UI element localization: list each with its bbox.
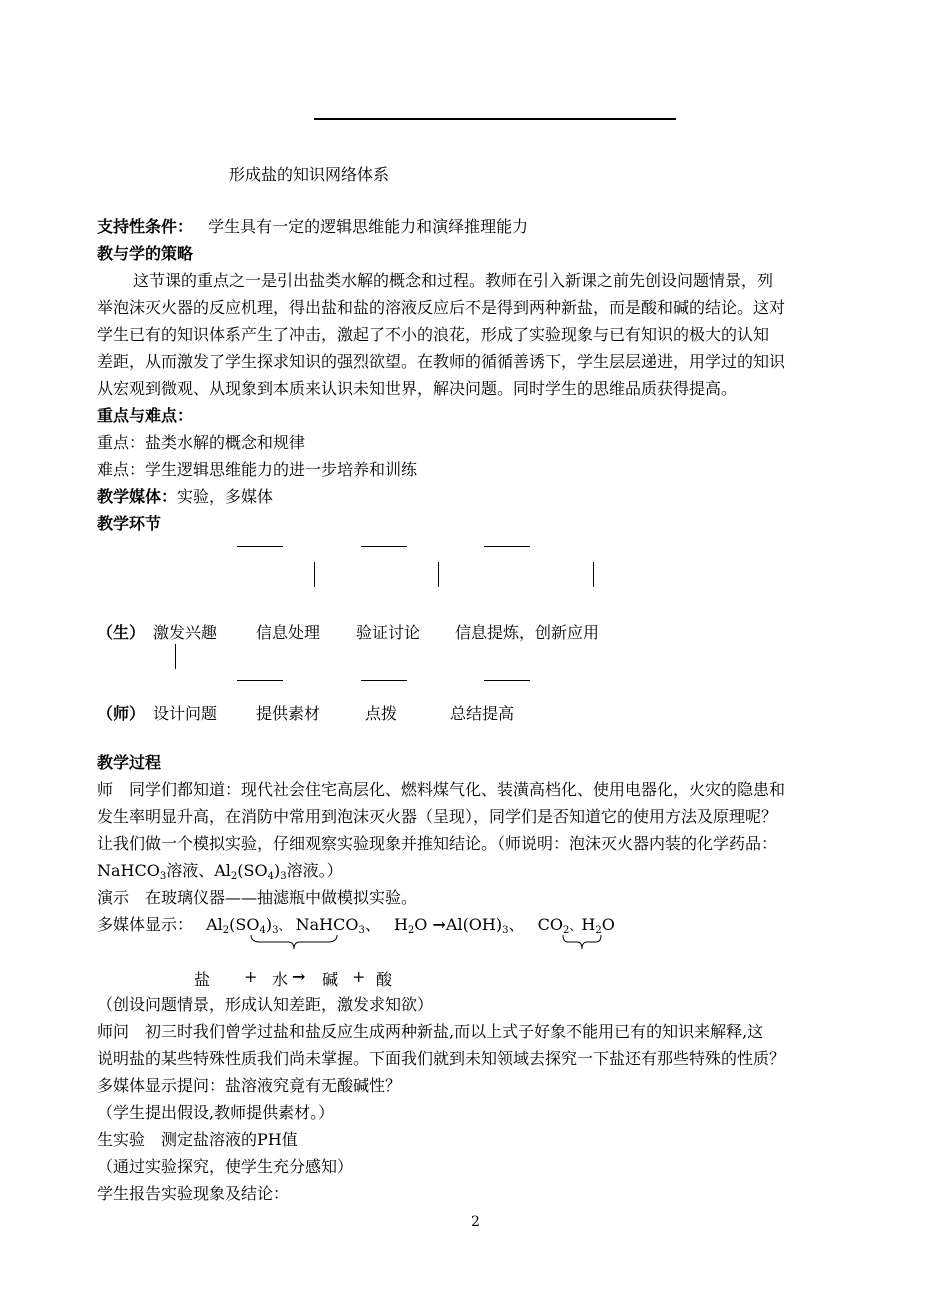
student-step-1: 激发兴趣 xyxy=(153,623,218,642)
arrow-icon: → xyxy=(432,915,446,934)
student-label: （生） xyxy=(97,623,146,642)
process-line-0: 师 同学们都知道：现代社会住宅高层化、燃料煤气化、装潢高档化、使用电器化，火灾的隐患和 xyxy=(97,780,786,799)
page-number: 2 xyxy=(471,1214,480,1230)
eq-text: Al xyxy=(206,915,223,934)
top-rule xyxy=(314,118,676,120)
support-label: 支持性条件： xyxy=(97,217,194,236)
multimedia-label: 多媒体显示： xyxy=(97,915,194,934)
after-line-2: 说明盐的某些特殊性质我们尚未掌握。下面我们就到未知领域去探究一下盐还有那些特殊的性质？ xyxy=(97,1049,786,1068)
eq-sep: 、 xyxy=(569,919,582,933)
chem-paren: ) xyxy=(274,861,281,880)
word-salt: 盐 xyxy=(194,970,211,989)
brace-water xyxy=(562,934,602,950)
flow-vline-3 xyxy=(593,562,594,587)
after-line-0: （创设问题情景，形成认知差距，激发求知欲） xyxy=(97,995,434,1014)
after-line-1: 师问 初三时我们曾学过盐和盐反应生成两种新盐,而以上式子好象不能用已有的知识来解释,这 xyxy=(97,1022,764,1041)
eq-text: (SO xyxy=(229,915,260,934)
eq-text: ) xyxy=(265,915,273,934)
after-line-6: （通过实验探究，使学生充分感知） xyxy=(97,1157,354,1176)
chem-suffix: 溶液。） xyxy=(286,861,343,880)
chem-sub: 3 xyxy=(280,871,287,882)
eq-sub: 3 xyxy=(358,925,365,936)
student-step-2: 信息处理 xyxy=(256,623,321,642)
word-plus-2: + xyxy=(352,967,366,986)
strategy-para-4: 从宏观到微观、从现象到本质来认识未知世界，解决问题。同时学生的思维品质获得提高。 xyxy=(97,379,738,398)
chem-sub: 3 xyxy=(159,871,167,882)
eq-sep: 、 xyxy=(364,915,381,934)
eq-sep: 、 xyxy=(278,919,291,933)
word-acid: 酸 xyxy=(376,970,393,989)
strategy-heading: 教与学的策略 xyxy=(97,244,194,263)
eq-sub: 2 xyxy=(562,925,570,936)
flow-bottom-line-1 xyxy=(237,680,283,681)
eq-sep: 、 xyxy=(508,915,525,934)
chem-mid: 溶液、Al xyxy=(166,861,231,880)
equation-line xyxy=(97,914,615,937)
teacher-label: （师） xyxy=(97,704,146,723)
after-line-7: 学生报告实验现象及结论： xyxy=(97,1184,290,1203)
student-step-4: 信息提炼，创新应用 xyxy=(455,623,600,642)
strategy-para-3: 差距，从而激发了学生探求知识的强烈欲望。在教师的循循善诱下，学生层层递进，用学过的知识 xyxy=(97,352,786,371)
teacher-step-4: 总结提高 xyxy=(450,704,515,723)
teacher-step-2: 提供素材 xyxy=(256,704,321,723)
student-step-3: 验证讨论 xyxy=(356,623,421,642)
difficulty: 难点：学生逻辑思维能力的进一步培养和训练 xyxy=(97,460,418,479)
equation xyxy=(206,915,615,934)
brace-salts xyxy=(250,934,338,950)
process-line-2: 让我们做一个模拟实验，仔细观察实验现象并推知结论。（师说明：泡沫灭火器内装的化学药品： xyxy=(97,834,778,853)
process-line-1: 发生率明显升高，在消防中常用到泡沫灭火器（呈现），同学们是否知道它的使用方法及原理呢？ xyxy=(97,807,778,826)
strategy-para-2: 学生已有的知识体系产生了冲击，激起了不小的浪花，形成了实验现象与已有知识的极大的认知 xyxy=(97,325,770,344)
support-line xyxy=(97,216,528,238)
arrow-icon: → xyxy=(292,967,306,986)
eq-sub: 2 xyxy=(407,925,415,936)
eq-sub: 3 xyxy=(272,925,279,936)
process-heading: 教学过程 xyxy=(97,753,162,772)
flow-bottom-line-2 xyxy=(361,680,407,681)
media-label: 教学媒体： xyxy=(97,487,178,506)
steps-heading: 教学环节 xyxy=(97,514,162,533)
eq-sub: 3 xyxy=(502,925,509,936)
flow-top-line-1 xyxy=(237,546,283,547)
teacher-step-3: 点拨 xyxy=(365,704,398,723)
eq-sub: 2 xyxy=(595,925,602,936)
flow-vline-1 xyxy=(314,562,315,587)
eq-text: CO xyxy=(537,915,563,934)
word-plus-1: + xyxy=(244,967,258,986)
media-line xyxy=(97,486,273,508)
demo-line: 演示 在玻璃仪器——抽滤瓶中做模拟实验。 xyxy=(97,888,418,907)
eq-text: O xyxy=(601,915,615,934)
eq-text: NaHCO xyxy=(295,915,359,934)
eq-text: Al(OH) xyxy=(445,915,503,934)
support-text: 学生具有一定的逻辑思维能力和演绎推理能力 xyxy=(208,217,529,236)
word-base: 碱 xyxy=(322,970,339,989)
keypoints-heading: 重点与难点： xyxy=(97,406,194,425)
keypoint: 重点：盐类水解的概念和规律 xyxy=(97,433,306,452)
flow-vline-4 xyxy=(175,644,176,669)
media-text: 实验，多媒体 xyxy=(177,487,274,506)
flow-top-line-3 xyxy=(484,546,530,547)
chem-sub: 2 xyxy=(230,871,238,882)
after-line-5: 生实验 测定盐溶液的PH值 xyxy=(97,1130,298,1149)
eq-text: O xyxy=(414,915,428,934)
teacher-step-1: 设计问题 xyxy=(153,704,218,723)
word-water: 水 xyxy=(272,970,289,989)
subtitle: 形成盐的知识网络体系 xyxy=(229,165,390,184)
flow-bottom-line-3 xyxy=(484,680,530,681)
strategy-para-0: 这节课的重点之一是引出盐类水解的概念和过程。教师在引入新课之前先创设问题情景，列 xyxy=(133,271,774,290)
eq-sub: 4 xyxy=(259,925,266,936)
chem-line xyxy=(97,860,343,882)
eq-sub: 2 xyxy=(222,925,230,936)
after-line-4: （学生提出假设,教师提供素材。） xyxy=(97,1103,335,1122)
chem-nahco: NaHCO xyxy=(97,861,160,880)
flow-vline-2 xyxy=(438,562,439,587)
chem-so: (SO xyxy=(237,861,268,880)
chem-sub: 4 xyxy=(267,871,274,882)
strategy-para-1: 举泡沫灭火器的反应机理，得出盐和盐的溶液反应后不是得到两种新盐，而是酸和碱的结论。这对 xyxy=(97,298,786,317)
after-line-3: 多媒体显示提问：盐溶液究竟有无酸碱性？ xyxy=(97,1076,402,1095)
flow-top-line-2 xyxy=(361,546,407,547)
eq-text: H xyxy=(581,915,596,934)
eq-text: H xyxy=(393,915,408,934)
